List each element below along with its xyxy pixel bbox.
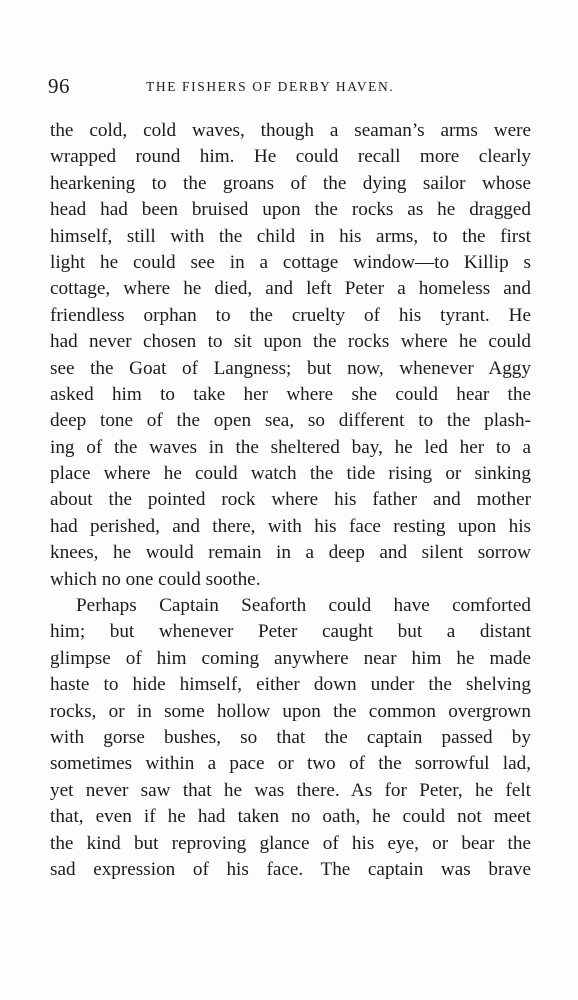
text-line: that, even if he had taken no oath, he could not meet [50, 806, 531, 828]
body-text [50, 118, 531, 883]
text-line: place where he could watch the tide rising or sinking [50, 463, 531, 485]
text-line: him; but whenever Peter caught but a distant [50, 621, 531, 643]
text-line: asked him to take her where she could hear the [50, 383, 531, 405]
text-line: about the pointed rock where his father and mother [50, 489, 531, 511]
text-line: cottage, where he died, and left Peter a homeless and [50, 278, 531, 300]
text-line: hearkening to the groans of the dying sailor whose [50, 172, 531, 194]
text-line: which no one could soothe. [50, 568, 261, 590]
text-line: see the Goat of Langness; but now, whenever Aggy [50, 357, 531, 379]
text-line: yet never saw that he was there. As for Peter, he felt [50, 779, 531, 801]
text-line: glimpse of him coming anywhere near him he made [50, 647, 531, 669]
text-line: Perhaps Captain Seaforth could have comforted [76, 595, 531, 617]
text-line: friendless orphan to the cruelty of his tyrant. He [50, 304, 531, 326]
text-line: deep tone of the open sea, so different to the plash- [50, 410, 531, 432]
text-line: the cold, cold waves, though a seaman’s arms were [50, 120, 531, 141]
text-line: with gorse bushes, so that the captain passed by [50, 726, 531, 748]
text-line: light he could see in a cottage window—to Killip s [50, 251, 531, 273]
text-line: head had been bruised upon the rocks as he dragged [50, 199, 531, 221]
text-line: wrapped round him. He could recall more clearly [50, 146, 531, 168]
text-line: himself, still with the child in his arms, to the first [50, 225, 531, 247]
text-line: rocks, or in some hollow upon the common overgrown [50, 700, 531, 722]
text-line: sad expression of his face. The captain was brave [50, 858, 531, 880]
text-line: sometimes within a pace or two of the sorrowful lad, [50, 753, 531, 775]
text-line: the kind but reproving glance of his eye, or bear the [50, 832, 531, 854]
running-head [48, 74, 532, 100]
text-line: had never chosen to sit upon the rocks where he could [50, 331, 531, 353]
page-number: 96 [48, 74, 70, 98]
text-line: knees, he would remain in a deep and silent sorrow [50, 542, 531, 564]
text-line: haste to hide himself, either down under the shelving [50, 674, 531, 696]
running-title: THE FISHERS OF DERBY HAVEN. [146, 79, 395, 94]
text-line: ing of the waves in the sheltered bay, he led her to a [50, 436, 531, 458]
text-line: had perished, and there, with his face resting upon his [50, 515, 531, 537]
